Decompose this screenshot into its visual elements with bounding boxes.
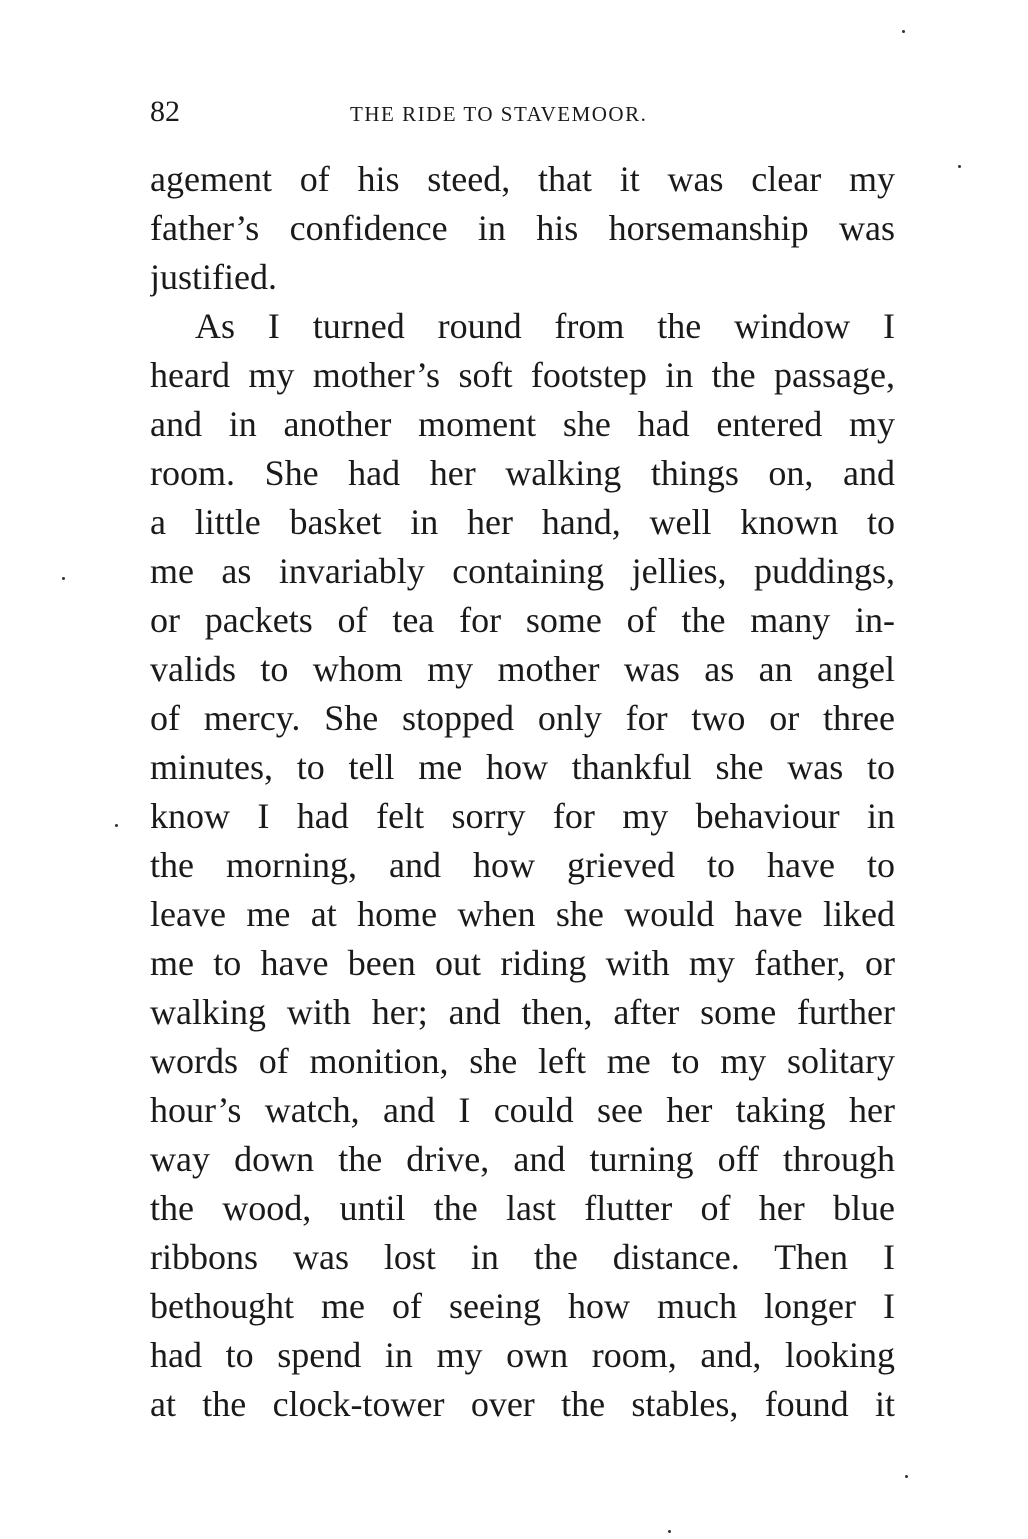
text-line: hour’s watch, and I could see her taking her bbox=[150, 1090, 895, 1130]
text-line: father’s confidence in his horsemanship was bbox=[150, 208, 895, 248]
text-line: the morning, and how grieved to have to bbox=[150, 845, 895, 885]
body-text bbox=[150, 155, 895, 1429]
running-title: THE RIDE TO STAVEMOOR. bbox=[350, 102, 648, 126]
text-line: walking with her; and then, after some further bbox=[150, 992, 895, 1032]
text-line: agement of his steed, that it was clear my bbox=[150, 159, 895, 199]
text-line: justified. bbox=[150, 257, 277, 297]
text-line: minutes, to tell me how thankful she was to bbox=[150, 747, 895, 787]
text-line: bethought me of seeing how much longer I bbox=[150, 1286, 895, 1326]
text-line: room. She had her walking things on, and bbox=[150, 453, 895, 493]
scan-speck bbox=[668, 1530, 671, 1533]
text-line: As I turned round from the window I bbox=[195, 306, 895, 346]
text-line: at the clock-tower over the stables, found it bbox=[150, 1384, 895, 1424]
scan-speck bbox=[958, 165, 961, 168]
page-number: 82 bbox=[150, 95, 180, 128]
scan-speck bbox=[902, 30, 905, 33]
text-line: ribbons was lost in the distance. Then I bbox=[150, 1237, 895, 1277]
text-line: way down the drive, and turning off through bbox=[150, 1139, 895, 1179]
text-line: leave me at home when she would have liked bbox=[150, 894, 895, 934]
text-line: and in another moment she had entered my bbox=[150, 404, 895, 444]
text-line: me to have been out riding with my father, or bbox=[150, 943, 895, 983]
text-line: me as invariably containing jellies, puddings, bbox=[150, 551, 895, 591]
scan-speck bbox=[115, 824, 118, 827]
running-head bbox=[150, 92, 895, 132]
scan-speck bbox=[905, 1475, 908, 1478]
text-line: a little basket in her hand, well known to bbox=[150, 502, 895, 542]
text-line: know I had felt sorry for my behaviour in bbox=[150, 796, 895, 836]
text-line: heard my mother’s soft footstep in the passage, bbox=[150, 355, 895, 395]
text-line: valids to whom my mother was as an angel bbox=[150, 649, 895, 689]
text-line: had to spend in my own room, and, looking bbox=[150, 1335, 895, 1375]
text-line: or packets of tea for some of the many in- bbox=[150, 600, 895, 640]
text-line: the wood, until the last flutter of her blue bbox=[150, 1188, 895, 1228]
text-line: of mercy. She stopped only for two or three bbox=[150, 698, 895, 738]
scan-speck bbox=[62, 577, 65, 580]
text-line: words of monition, she left me to my solitary bbox=[150, 1041, 895, 1081]
